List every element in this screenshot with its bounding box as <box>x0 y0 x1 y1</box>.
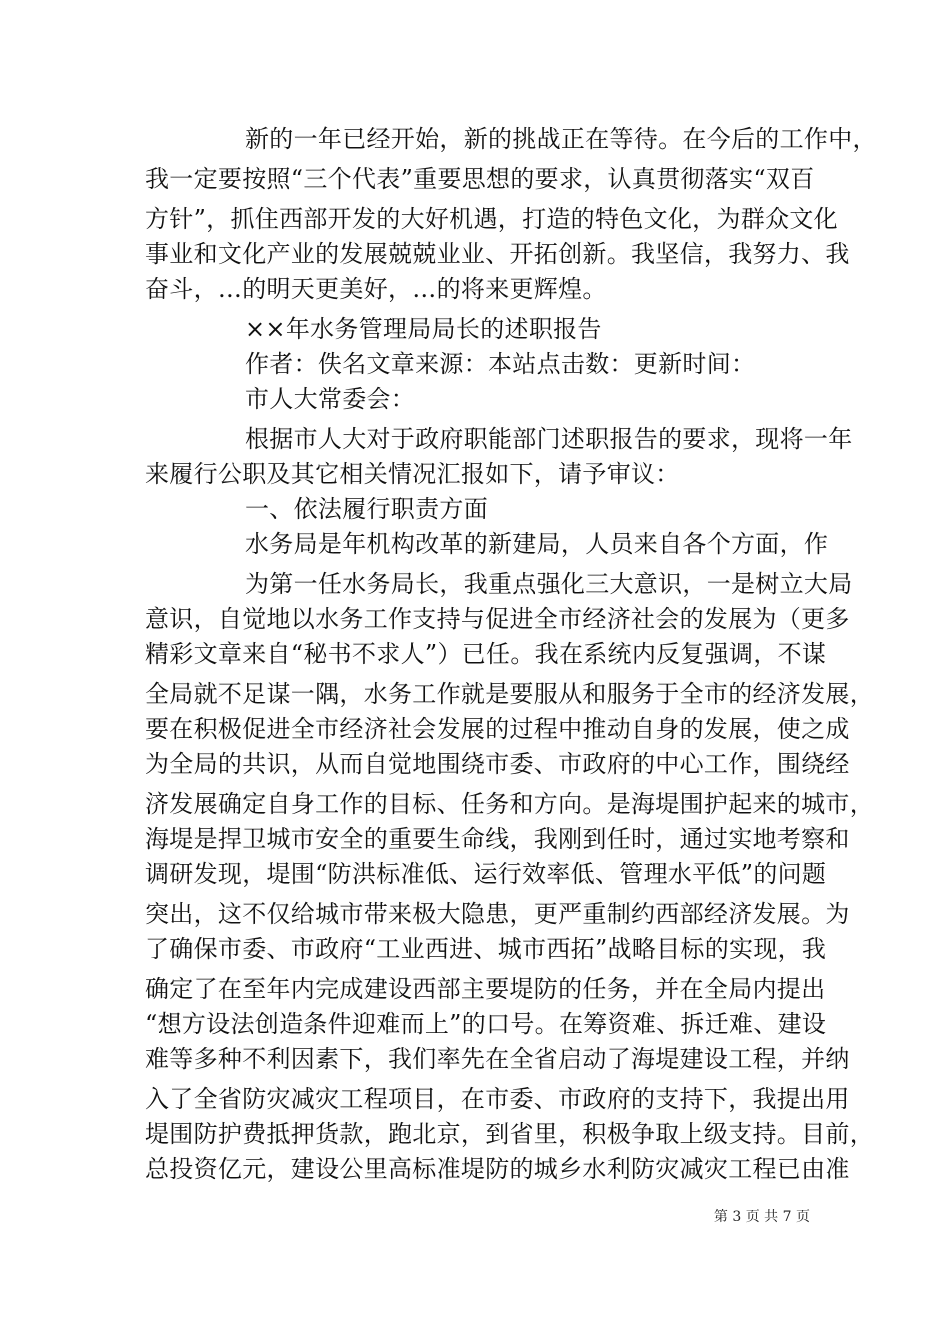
text-line: 新的一年已经开始，新的挑战正在等待。在今后的工作中， <box>245 125 877 153</box>
text-line: 突出，这不仅给城市带来极大隐患，更严重制约西部经济发展。为 <box>145 900 850 928</box>
text-line: 为全局的共识，从而自觉地围绕市委、市政府的中心工作，围绕经 <box>145 750 850 778</box>
text-line: 为第一任水务局长，我重点强化三大意识，一是树立大局 <box>245 570 853 598</box>
text-line: 水务局是年机构改革的新建局，人员来自各个方面，作 <box>245 530 829 558</box>
page-number: 第 3 页 共 7 页 <box>713 1209 810 1225</box>
text-line: 意识，自觉地以水务工作支持与促进全市经济社会的发展为（更多 <box>145 605 850 633</box>
text-line: 要在积极促进全市经济社会发展的过程中推动自身的发展，使之成 <box>145 715 850 743</box>
text-line: 确定了在至年内完成建设西部主要堤防的任务，并在全局内提出 <box>145 975 826 1003</box>
report-title: ××年水务管理局局长的述职报告 <box>245 315 602 343</box>
text-line: 全局就不足谋一隅，水务工作就是要服从和服务于全市的经济发展， <box>145 680 874 708</box>
text-line: 事业和文化产业的发展兢兢业业、开拓创新。我坚信，我努力、我 <box>145 240 850 268</box>
text-line: “想方设法创造条件迎难而上”的口号。在筹资难、拆迁难、建设 <box>145 1010 827 1038</box>
text-line: 我一定要按照“三个代表”重要思想的要求，认真贯彻落实“双百 <box>145 165 815 193</box>
text-line: 入了全省防灾减灾工程项目，在市委、市政府的支持下，我提出用 <box>145 1085 850 1113</box>
text-line: 难等多种不利因素下，我们率先在全省启动了海堤建设工程，并纳 <box>145 1045 850 1073</box>
text-line: 来履行公职及其它相关情况汇报如下，请予审议： <box>145 460 680 488</box>
text-line: 海堤是捍卫城市安全的重要生命线，我刚到任时，通过实地考察和 <box>145 825 850 853</box>
article-meta: 作者：佚名文章来源：本站点击数：更新时间： <box>245 350 756 378</box>
text-line: 根据市人大对于政府职能部门述职报告的要求，现将一年 <box>245 425 853 453</box>
text-line: 奋斗，…的明天更美好，…的将来更辉煌。 <box>145 275 607 303</box>
text-line: 堤围防护费抵押货款，跑北京，到省里，积极争取上级支持。目前， <box>145 1120 874 1148</box>
text-line: 精彩文章来自“秘书不求人”）已任。我在系统内反复强调，不谋 <box>145 640 827 668</box>
section-heading: 一、依法履行职责方面 <box>245 495 488 523</box>
text-line: 总投资亿元，建设公里高标准堤防的城乡水利防灾减灾工程已由准 <box>145 1155 850 1183</box>
text-line: 了确保市委、市政府“工业西进、城市西拓”战略目标的实现，我 <box>145 935 827 963</box>
text-line: 济发展确定自身工作的目标、任务和方向。是海堤围护起来的城市， <box>145 790 874 818</box>
salutation: 市人大常委会： <box>245 385 416 413</box>
text-line: 方针”，抓住西部开发的大好机遇，打造的特色文化，为群众文化 <box>145 205 838 233</box>
text-line: 调研发现，堤围“防洪标准低、运行效率低、管理水平低”的问题 <box>145 860 827 888</box>
